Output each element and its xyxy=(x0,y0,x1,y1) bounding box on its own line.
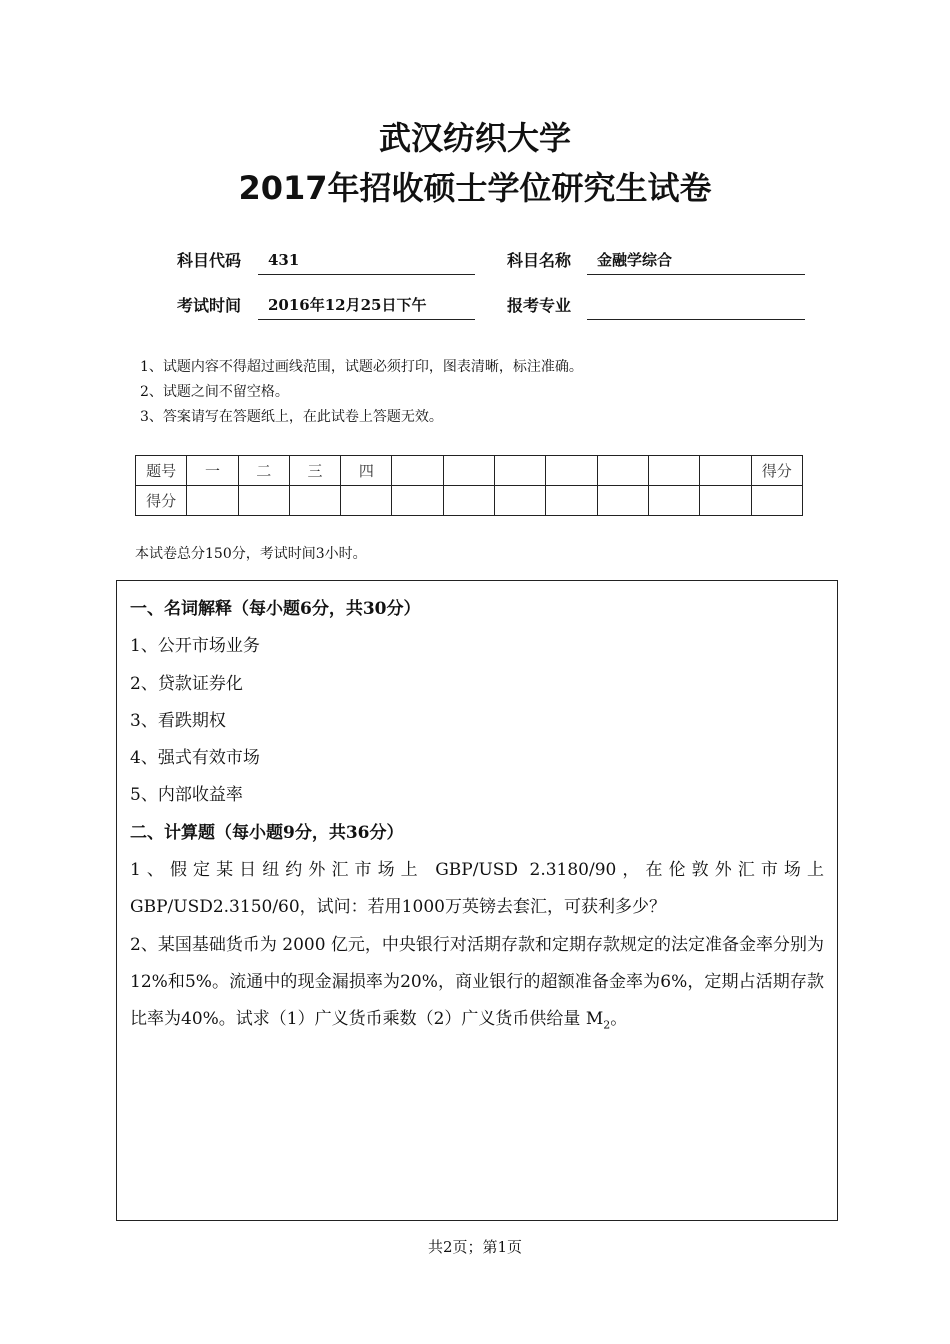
subject-name-value: 金融学综合 xyxy=(587,249,805,275)
question-2-end: 。 xyxy=(610,1009,628,1030)
table-cell xyxy=(751,486,802,516)
table-cell: 四 xyxy=(341,456,392,486)
table-cell xyxy=(238,486,289,516)
question-1-line-2: GBP/USD2.3150/60，试问：若用1000万英镑去套汇，可获利多少？ xyxy=(130,897,666,918)
rule-item: 1、试题内容不得超过画线范围，试题必须打印，图表清晰，标注准确。 xyxy=(140,359,583,375)
list-item: 4、强式有效市场 xyxy=(130,748,260,769)
question-1-line-1: 1、假定某日纽约外汇市场上 GBP/USD 2.3180/90，在伦敦外汇市场上 xyxy=(130,860,824,881)
rule-item: 3、答案请写在答题纸上，在此试卷上答题无效。 xyxy=(140,409,443,425)
exam-note: 本试卷总分150分，考试时间3小时。 xyxy=(135,546,367,562)
table-cell xyxy=(392,486,443,516)
list-item: 5、内部收益率 xyxy=(130,785,243,806)
table-cell xyxy=(597,456,648,486)
table-cell: 二 xyxy=(238,456,289,486)
table-cell xyxy=(546,456,597,486)
rule-item: 2、试题之间不留空格。 xyxy=(140,384,289,400)
page-footer: 共2页；第1页 xyxy=(427,1238,523,1256)
table-cell: 一 xyxy=(187,456,238,486)
table-cell: 得分 xyxy=(136,486,187,516)
major-value xyxy=(587,294,805,320)
table-cell xyxy=(443,486,494,516)
exam-rules xyxy=(140,355,583,430)
score-table-score-row xyxy=(136,486,803,516)
table-cell xyxy=(392,456,443,486)
list-item: 2、贷款证券化 xyxy=(130,673,243,694)
table-cell xyxy=(289,486,340,516)
question-box xyxy=(116,580,838,1221)
exam-time-value: 2016年12月25日下午 xyxy=(258,294,475,320)
section2-heading: 二、计算题（每小题9分，共36分） xyxy=(130,822,404,843)
table-cell xyxy=(648,486,699,516)
major-label: 报考专业 xyxy=(507,296,572,315)
exam-time-label: 考试时间 xyxy=(177,296,242,315)
subject-code-label: 科目代码 xyxy=(177,251,242,270)
question-2-text: 2、某国基础货币为 2000 亿元，中央银行对活期存款和定期存款规定的法定准备金率分别为12%和5%。流通中的现金漏损率为20%，商业银行的超额准备金率为6%，定期占活期存款比率为40%。试求（1）广义货币乘数（2）广义货币供给量 M xyxy=(130,934,824,1030)
table-cell xyxy=(495,456,546,486)
score-table-header-row xyxy=(136,456,803,486)
table-cell xyxy=(495,486,546,516)
table-cell xyxy=(648,456,699,486)
table-cell xyxy=(700,456,751,486)
table-cell xyxy=(187,486,238,516)
table-cell: 题号 xyxy=(136,456,187,486)
table-cell: 得分 xyxy=(751,456,802,486)
table-cell: 三 xyxy=(289,456,340,486)
subject-name-label: 科目名称 xyxy=(507,251,572,270)
table-cell xyxy=(597,486,648,516)
section1-heading: 一、名词解释（每小题6分，共30分） xyxy=(130,599,421,619)
subject-code-value: 431 xyxy=(258,249,475,275)
question-2-subscript: 2 xyxy=(603,1018,611,1032)
question-2 xyxy=(130,927,824,1044)
exam-title: 2017年招收硕士学位研究生试卷 xyxy=(238,169,712,207)
list-item: 3、看跌期权 xyxy=(130,710,226,731)
score-table xyxy=(135,455,803,516)
table-cell xyxy=(443,456,494,486)
school-title: 武汉纺织大学 xyxy=(378,119,571,157)
table-cell xyxy=(546,486,597,516)
list-item: 1、公开市场业务 xyxy=(130,636,260,657)
table-cell xyxy=(341,486,392,516)
table-cell xyxy=(700,486,751,516)
